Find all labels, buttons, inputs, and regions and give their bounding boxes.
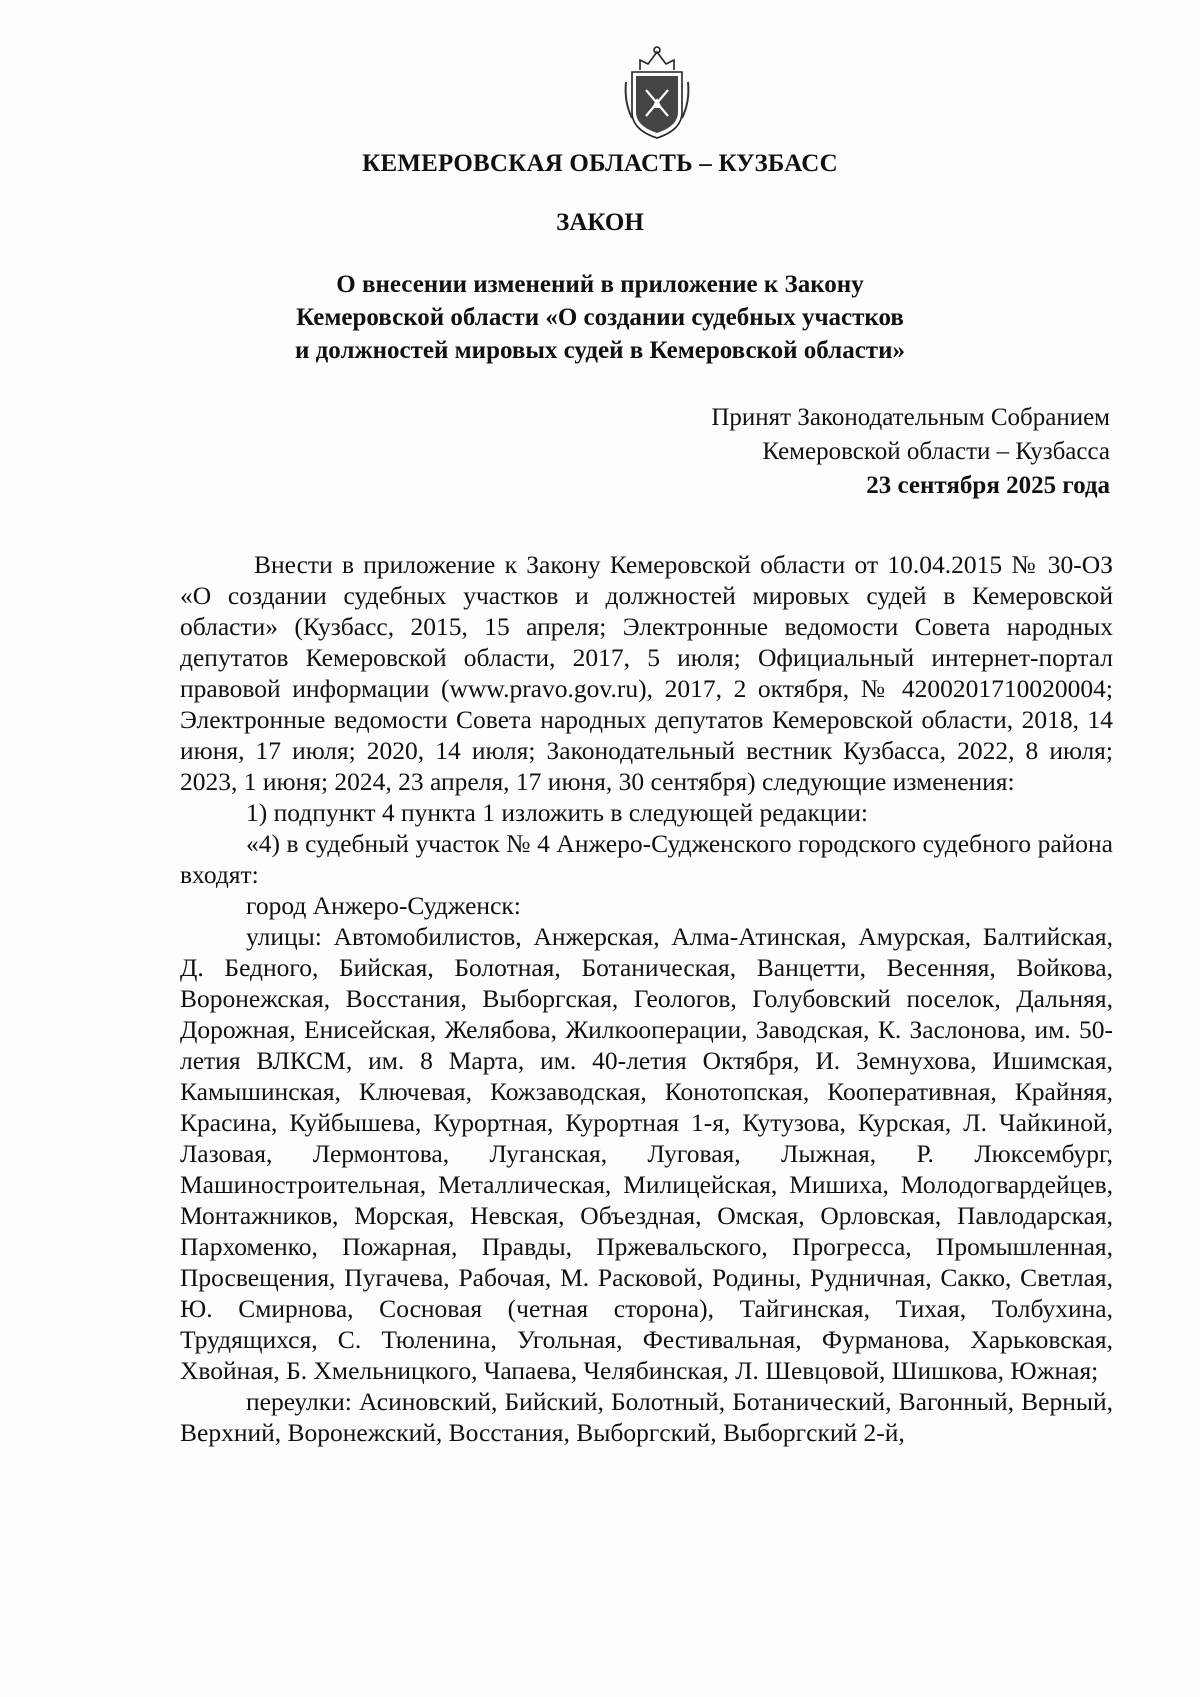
adoption-line: Кемеровской области – Кузбасса (762, 438, 1110, 465)
region-heading: КЕМЕРОВСКАЯ ОБЛАСТЬ – КУЗБАСС (362, 150, 838, 177)
law-title (0, 268, 1200, 367)
adoption-block (711, 401, 1110, 503)
adoption-date: 23 сентября 2025 года (866, 472, 1110, 499)
law-title-line: и должностей мировых судей в Кемеровской области» (295, 337, 905, 364)
subitem-4-paragraph: «4) в судебный участок № 4 Анжеро-Судженского городского судебного района входят: (180, 829, 1113, 889)
law-title-line: Кемеровской области «О создании судебных участков (296, 304, 904, 331)
law-body (180, 549, 1113, 1448)
law-label: ЗАКОН (556, 209, 644, 236)
streets-paragraph: улицы: Автомобилистов, Анжерская, Алма-Атинская, Амурская, Балтийская, Д. Бедного, Бийская, Болотная, Ботаническая, Ванцетти, Весенняя, Войкова, Воронежская, Восстания, Выборгская, Геологов, Голубовский поселок, Дальняя, Дорожная, Енисейская, Желябова, Жилкооперации, Заводская, К. Заслонова, им. 50-летия ВЛКСМ, им. 8 Марта, им. 40-летия Октября, И. Земнухова, Ишимская, Камышинская, Ключевая, Кожзаводская, Конотопская, Кооперативная, Крайняя, Красина, Куйбышева, Курортная, Курортная 1-я, Кутузова, Курская, Л. Чайкиной, Лазовая, Лермонтова, Луганская, Луговая, Лыжная, Р. Люксембург, Машиностроительная, Металлическая, Милицейская, Мишиха, Молодогвардейцев, Монтажников, Морская, Невская, Объездная, Омская, Орловская, Павлодарская, Пархоменко, Пожарная, Правды, Пржевальского, Прогресса, Промышленная, Просвещения, Пугачева, Рабочая, М. Расковой, Родины, Рудничная, Сакко, Светлая, Ю. Смирнова, Сосновая (четная сторона), Тайгинская, Тихая, Толбухина, Трудящихся, С. Тюленина, Угольная, Фестивальная, Фурманова, Харьковская, Хвойная, Б. Хмельницкого, Чапаева, Челябинская, Л. Шевцовой, Шишкова, Южная; (180, 922, 1113, 1385)
city-paragraph: город Анжеро-Судженск: (246, 891, 521, 920)
adoption-line: Принят Законодательным Собранием (711, 404, 1110, 431)
intro-paragraph: Внести в приложение к Закону Кемеровской области от 10.04.2015 № 30-ОЗ «О создании судебных участков и должностей мировых судей в Кемеровской области» (Кузбасс, 2015, 15 апреля; Электронные ведомости Совета народных депутатов Кемеровской области, 2017, 5 июля; Официальный интернет-портал правовой информации (www.pravo.gov.ru), 2017, 2 октября, № 4200201710020004; Электронные ведомости Совета народных депутатов Кемеровской области, 2018, 14 июня, 17 июля; 2020, 14 июля; Законодательный вестник Кузбасса, 2022, 8 июля; 2023, 1 июня; 2024, 23 апреля, 17 июня, 30 сентября) следующие изменения: (180, 550, 1113, 796)
lanes-paragraph: переулки: Асиновский, Бийский, Болотный, Ботанический, Вагонный, Верный, Верхний, Воронежский, Восстания, Выборгский, Выборгский 2-й, (180, 1387, 1113, 1447)
item-1-paragraph: 1) подпункт 4 пункта 1 изложить в следующей редакции: (246, 798, 868, 827)
coat-of-arms-icon (622, 42, 692, 142)
law-title-line: О внесении изменений в приложение к Закону (336, 271, 864, 298)
